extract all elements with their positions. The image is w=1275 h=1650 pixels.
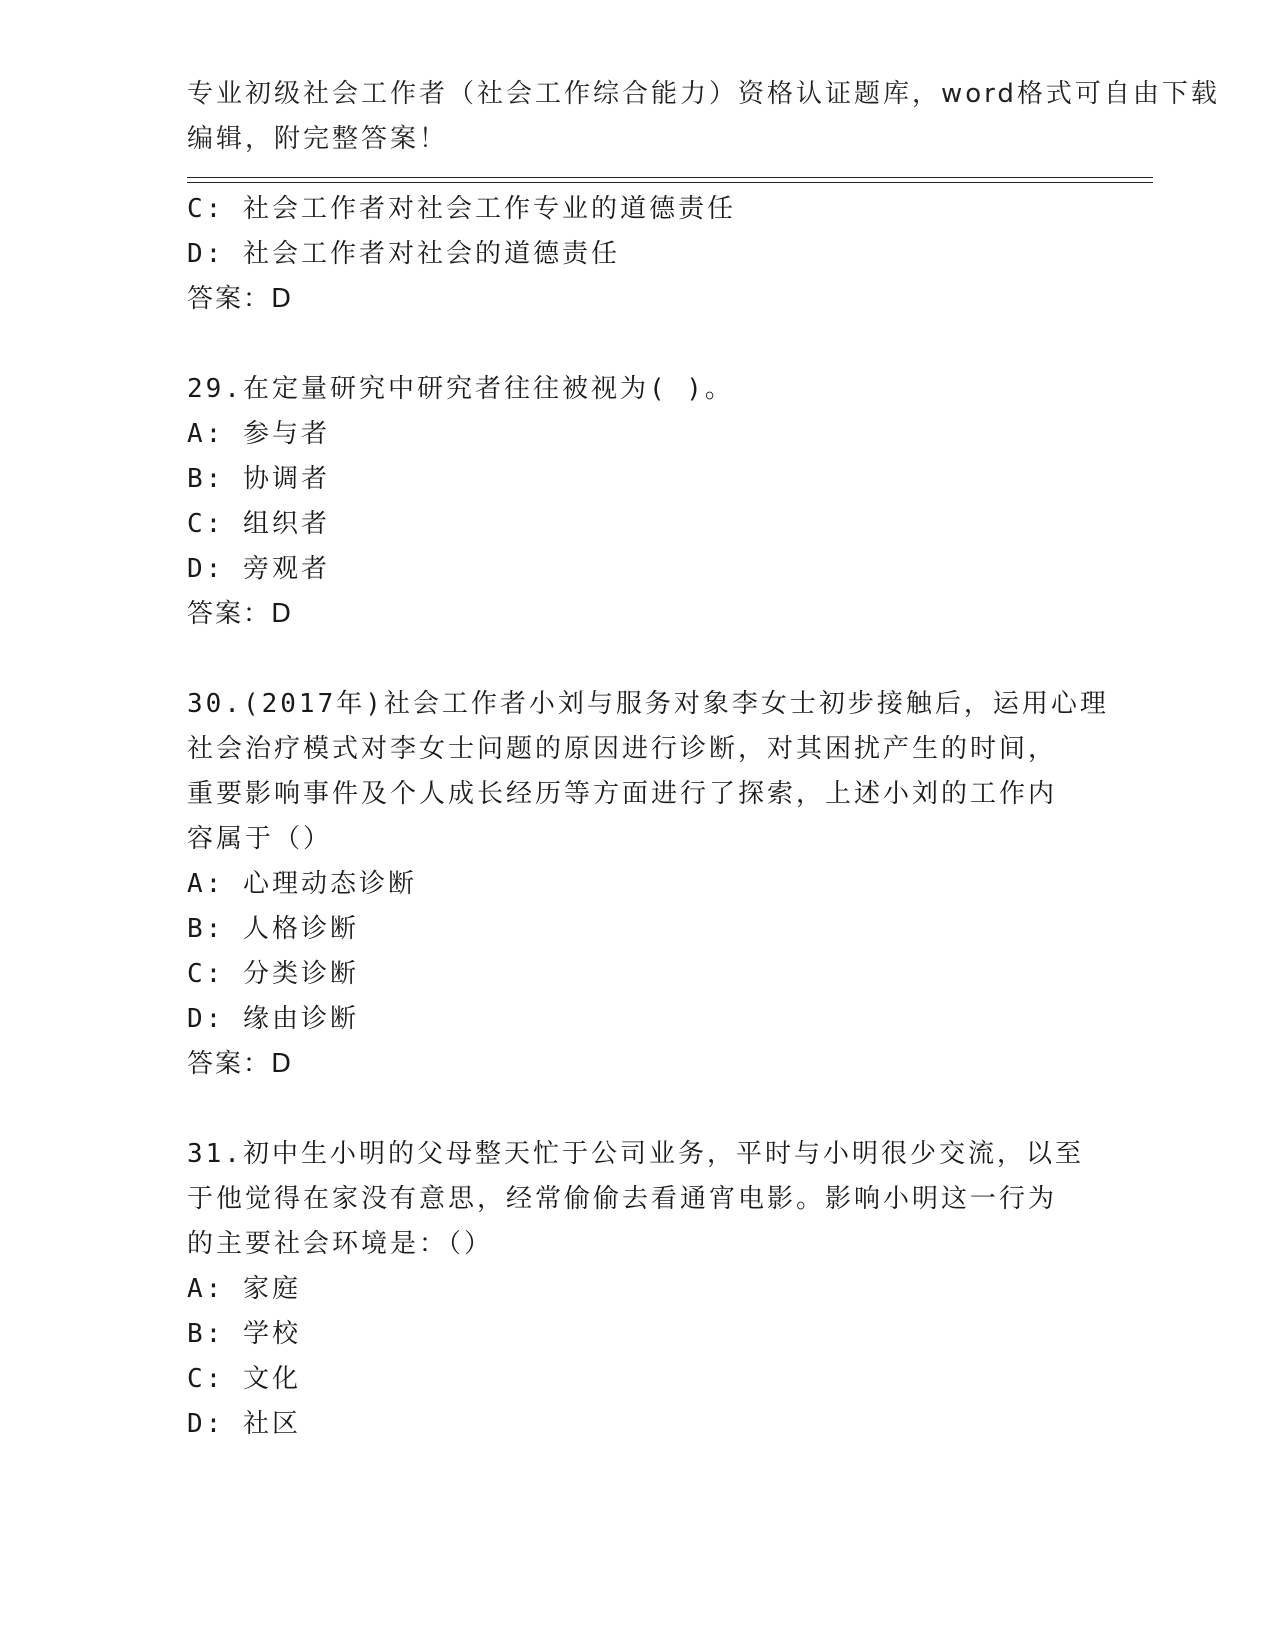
spacer bbox=[187, 637, 1087, 682]
question-content bbox=[187, 187, 1109, 1447]
question-30-stem-line-2: 社会治疗模式对李女士问题的原因进行诊断，对其困扰产生的时间， bbox=[187, 734, 1058, 764]
question-31-stem-line-2: 于他觉得在家没有意思，经常偷偷去看通宵电影。影响小明这一行为 bbox=[187, 1184, 1058, 1214]
question-28-option-d: D: 社会工作者对社会的道德责任 bbox=[187, 239, 620, 269]
question-30-option-b: B: 人格诊断 bbox=[187, 914, 359, 944]
question-29-option-b: B: 协调者 bbox=[187, 464, 330, 494]
header-divider-bottom bbox=[187, 182, 1153, 183]
question-30 bbox=[187, 682, 1109, 1087]
question-31 bbox=[187, 1132, 1087, 1447]
question-28-answer: 答案：D bbox=[187, 284, 294, 314]
question-30-stem-line-3: 重要影响事件及个人成长经历等方面进行了探索，上述小刘的工作内 bbox=[187, 779, 1058, 809]
question-30-option-d: D: 缘由诊断 bbox=[187, 1004, 359, 1034]
page-header bbox=[187, 72, 1220, 162]
question-29-option-c: C: 组织者 bbox=[187, 509, 330, 539]
question-30-stem-line-1: 30.(2017年)社会工作者小刘与服务对象李女士初步接触后，运用心理 bbox=[187, 689, 1109, 719]
header-divider-top bbox=[187, 177, 1153, 178]
spacer bbox=[187, 1087, 1087, 1132]
question-30-stem-line-4: 容属于（） bbox=[187, 824, 333, 854]
question-29-option-a: A: 参与者 bbox=[187, 419, 330, 449]
spacer bbox=[187, 322, 1087, 367]
question-29-answer: 答案：D bbox=[187, 599, 294, 629]
question-28-option-c: C: 社会工作者对社会工作专业的道德责任 bbox=[187, 194, 736, 224]
question-29 bbox=[187, 367, 1087, 637]
header-line-2: 编辑，附完整答案！ bbox=[187, 124, 449, 154]
question-31-option-d: D: 社区 bbox=[187, 1409, 301, 1439]
question-31-option-a: A: 家庭 bbox=[187, 1274, 301, 1304]
question-30-option-a: A: 心理动态诊断 bbox=[187, 869, 417, 899]
question-31-option-b: B: 学校 bbox=[187, 1319, 301, 1349]
header-line-1: 专业初级社会工作者（社会工作综合能力）资格认证题库，word格式可自由下载 bbox=[187, 79, 1220, 109]
question-29-option-d: D: 旁观者 bbox=[187, 554, 330, 584]
question-30-answer: 答案：D bbox=[187, 1049, 294, 1079]
question-31-stem-line-1: 31.初中生小明的父母整天忙于公司业务，平时与小明很少交流，以至 bbox=[187, 1139, 1084, 1169]
question-29-stem: 29.在定量研究中研究者往往被视为( )。 bbox=[187, 374, 734, 404]
question-28-tail bbox=[187, 187, 1087, 322]
question-30-option-c: C: 分类诊断 bbox=[187, 959, 359, 989]
question-31-option-c: C: 文化 bbox=[187, 1364, 301, 1394]
question-31-stem-line-3: 的主要社会环境是：（） bbox=[187, 1229, 494, 1259]
